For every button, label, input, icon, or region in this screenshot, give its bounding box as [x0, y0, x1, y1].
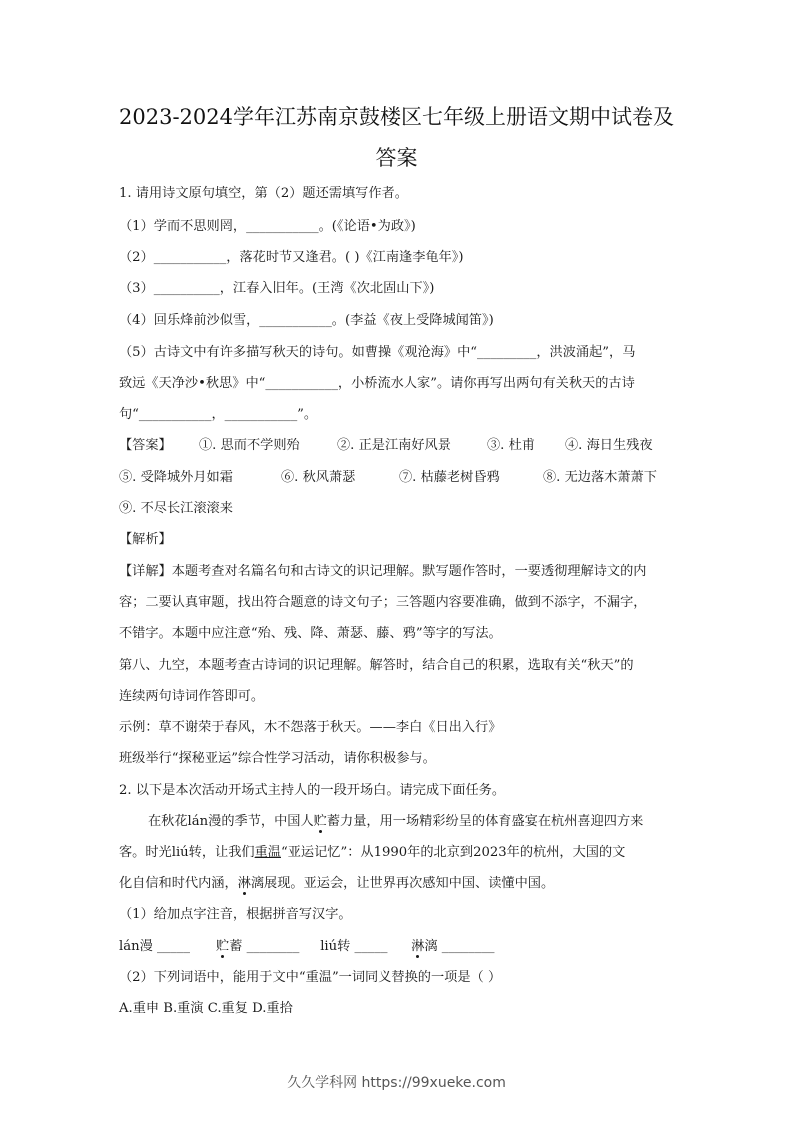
pinyin-item: liú转 _____	[320, 939, 388, 954]
analysis-line-4: 第八、九空，本题考查古诗词的识记理解。解答时，结合自己的积累，选取有关“秋天”的	[119, 658, 634, 673]
q1-stem: 1. 请用诗文原句填空，第（2）题还需填写作者。	[119, 186, 408, 201]
q1-item-3: （3）__________，江春入旧年。(王湾《次北固山下》)	[119, 281, 435, 296]
answer-row-2	[119, 471, 675, 484]
q1-item-5-line3: 句“___________，___________”。	[119, 407, 318, 422]
q1-item-4: （4）回乐烽前沙似雪，___________。(李益《夜上受降城闻笛》)	[119, 313, 494, 328]
dotted-char: 淋	[411, 939, 425, 954]
dotted-char: 贮	[313, 814, 327, 829]
q2-sub2: （2）下列词语中，能用于文中“重温”一词同义替换的一项是（ ）	[119, 970, 502, 985]
q2-stem: 2. 以下是本次活动开场式主持人的一段开场白。请完成下面任务。	[119, 783, 506, 798]
q2-text: 漓展现。亚运会，让世界再次感知中国、读懂中国。	[250, 876, 555, 891]
analysis-line-7: 班级举行“探秘亚运”综合性学习活动，请你积极参与。	[119, 751, 436, 766]
pinyin-item: 蓄 ________	[229, 939, 300, 954]
page-title-line1: 2023-2024学年江苏南京鼓楼区七年级上册语文期中试卷及	[119, 105, 674, 129]
pinyin-item: lán漫 _____	[119, 939, 190, 954]
q1-item-5-line1: （5）古诗文中有许多描写秋天的诗句。如曹操《观沧海》中“_________，洪波涌起”，马	[119, 345, 636, 360]
pinyin-item: 漓 ________	[424, 939, 495, 954]
q2-text: 客。时光liú转，让我们	[119, 845, 255, 860]
analysis-line-5: 连续两句诗词作答即可。	[119, 689, 265, 704]
answer-item: ⑥. 秋风萧瑟	[281, 470, 356, 485]
q2-options: A.重申 B.重演 C.重复 D.重拾	[119, 1001, 293, 1016]
q2-paragraph-line3	[119, 877, 554, 890]
q2-paragraph-line1	[148, 815, 643, 828]
analysis-line-3: 不错字。本题中应注意“殆、残、降、萧瑟、藤、鸦”等字的写法。	[119, 626, 502, 641]
dotted-char: 贮	[216, 939, 230, 954]
pinyin-row	[119, 940, 495, 953]
answer-label: 【答案】	[119, 438, 172, 453]
answer-item: ①. 思而不学则殆	[199, 438, 300, 453]
answer-row-3: ⑨. 不尽长江滚滚来	[119, 501, 233, 516]
analysis-line-6: 示例：草不谢荣于春风，木不怨落于秋天。——李白《日出入行》	[119, 720, 502, 735]
q2-sub1: （1）给加点字注音，根据拼音写汉字。	[119, 907, 352, 922]
underlined-word: 重温	[254, 845, 281, 860]
q1-item-5-line2: 致远《天净沙•秋思》中“___________，小桥流水人家”。请你再写出两句有关秋天的古诗	[119, 376, 635, 391]
dotted-char: 淋	[237, 876, 251, 891]
footer-watermark: 久久学科网 https://99xueke.com	[287, 1075, 506, 1091]
analysis-line-1: 【详解】本题考查对名篇名句和古诗文的识记理解。默写题作答时，一要透彻理解诗文的内	[119, 564, 647, 579]
q1-item-2: （2）___________，落花时节又逢君。( )《江南逢李龟年》)	[119, 250, 464, 265]
q2-text: 化自信和时代内涵，	[119, 876, 238, 891]
answer-item: ⑧. 无边落木萧萧下	[543, 470, 657, 485]
q2-text: 在秋花lán漫的季节，中国人	[148, 814, 314, 829]
analysis-line-2: 容；二要认真审题，找出符合题意的诗文句子；三答题内容要准确，做到不添字，不漏字，	[119, 595, 647, 610]
answer-item: ⑤. 受降城外月如霜	[119, 470, 233, 485]
q2-paragraph-line2	[119, 846, 625, 859]
q2-text: 蓄力量，用一场精彩纷呈的体育盛宴在杭州喜迎四方来	[326, 814, 644, 829]
q2-text: “亚运记忆”：从1990年的北京到2023年的杭州，大国的文	[281, 845, 626, 860]
analysis-label: 【解析】	[119, 532, 172, 547]
answer-row-1	[119, 439, 675, 452]
answer-item: ③. 杜甫	[487, 438, 535, 453]
q1-item-1: （1）学而不思则罔，___________。(《论语•为政》)	[119, 219, 416, 234]
answer-item: ②. 正是江南好风景	[337, 438, 451, 453]
page-title-line2: 答案	[375, 146, 418, 170]
answer-item: ⑦. 枯藤老树昏鸦	[399, 470, 500, 485]
answer-item: ④. 海日生残夜	[565, 438, 653, 453]
